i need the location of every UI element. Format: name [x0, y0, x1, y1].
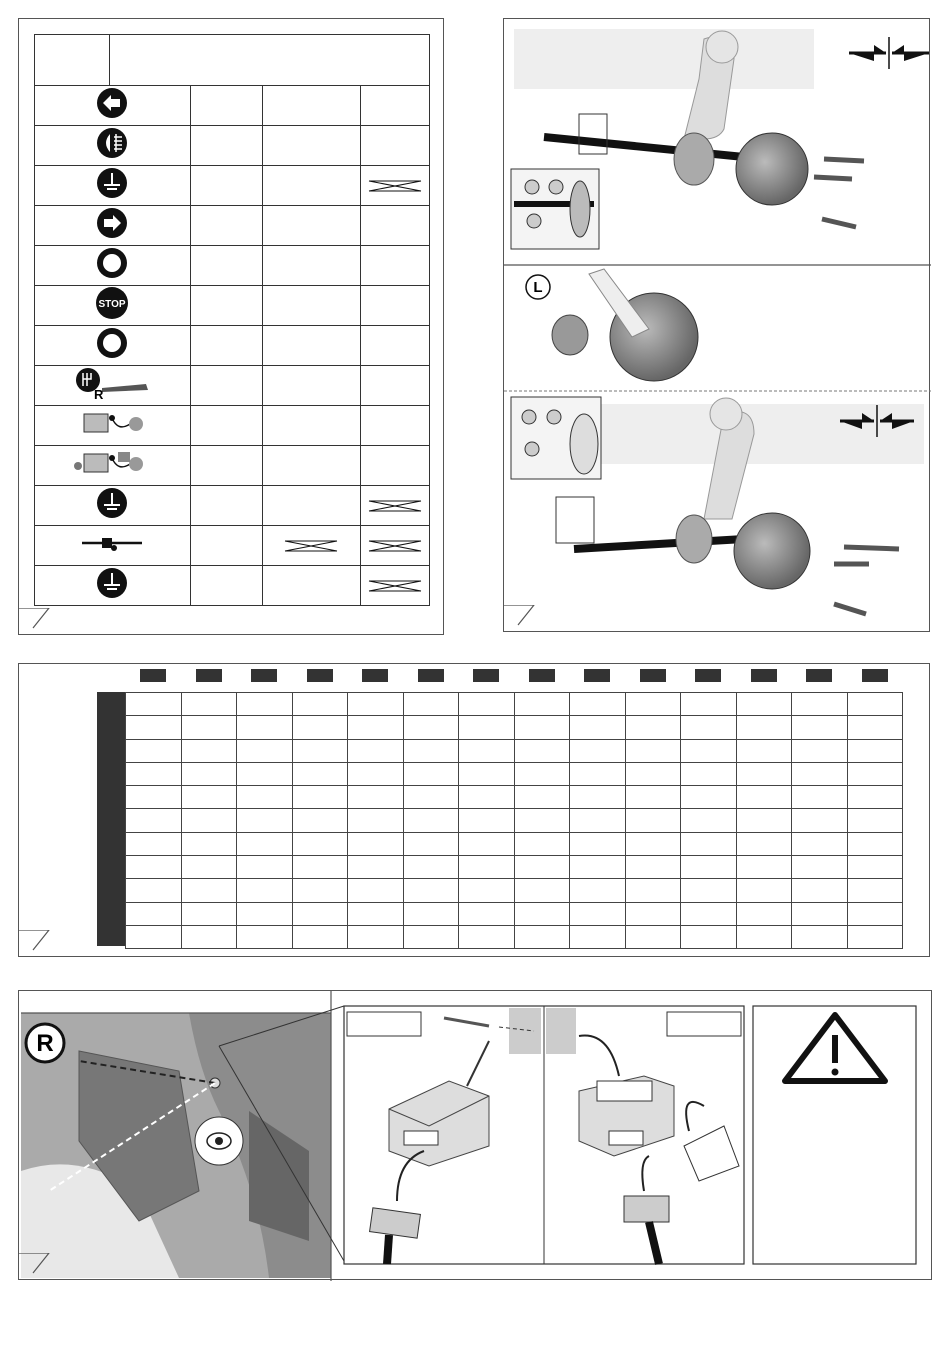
- grid-cell: [847, 693, 903, 716]
- grid-cell: [292, 809, 348, 832]
- grid-cell: [126, 879, 182, 902]
- table-row: [35, 166, 430, 206]
- table-header-row: [35, 35, 430, 86]
- table-cell: [361, 486, 430, 526]
- grid-cell: [459, 786, 515, 809]
- table-row: [35, 286, 430, 326]
- grid-cell: [736, 739, 792, 762]
- grid-cell: [237, 693, 293, 716]
- table-cell: [262, 406, 360, 446]
- grid-cell: [736, 693, 792, 716]
- grid-cell: [237, 856, 293, 879]
- step-label-l: L: [533, 279, 543, 296]
- table-cell: [361, 286, 430, 326]
- table-cell: [361, 406, 430, 446]
- grid-cell: [348, 716, 404, 739]
- grid-cell: [126, 786, 182, 809]
- grid-cell: [403, 832, 459, 855]
- grid-cell: [514, 809, 570, 832]
- reverse-light-icon: [72, 366, 152, 400]
- grid-cell: [681, 856, 737, 879]
- table-row: [35, 446, 430, 486]
- trailer-sensor-icon: [72, 526, 152, 560]
- grid-cell: [237, 762, 293, 785]
- grid-cell: [570, 786, 626, 809]
- table-cell: [190, 246, 262, 286]
- grid-cell: [847, 902, 903, 925]
- battery-permanent-plus-icon: [72, 406, 152, 440]
- page-corner: [19, 1253, 79, 1279]
- table-cell: [361, 326, 430, 366]
- mounting-panel: [503, 18, 930, 632]
- grid-cell: [237, 902, 293, 925]
- grid-cell: [625, 786, 681, 809]
- grid-cell: [847, 925, 903, 948]
- grid-cell: [292, 925, 348, 948]
- grid-cell: [292, 786, 348, 809]
- grid-cell: [514, 856, 570, 879]
- grid-cell: [847, 739, 903, 762]
- cross-mark: [367, 579, 423, 593]
- grid-cell: [792, 879, 848, 902]
- grid-cell: [126, 716, 182, 739]
- column-header-tab: [251, 669, 277, 682]
- table-cell: [262, 446, 360, 486]
- grid-cell: [681, 809, 737, 832]
- table-cell: [262, 286, 360, 326]
- table-cell: [262, 366, 360, 406]
- grid-cell: [570, 832, 626, 855]
- svg-text:R: R: [94, 387, 104, 400]
- grid-cell: [292, 739, 348, 762]
- column-header-tab: [307, 669, 333, 682]
- grid-cell: [181, 716, 237, 739]
- grid-cell: [514, 762, 570, 785]
- page-corner: [504, 605, 564, 631]
- tail-light-left-icon: [72, 246, 152, 280]
- table-cell: [190, 406, 262, 446]
- grid-cell: [459, 809, 515, 832]
- grid-cell: [625, 762, 681, 785]
- grid-row: [126, 809, 903, 832]
- grid-cell: [514, 902, 570, 925]
- grid-cell: [847, 856, 903, 879]
- grid-row: [126, 879, 903, 902]
- grid-cell: [736, 786, 792, 809]
- grid-cell: [292, 693, 348, 716]
- grid-cell: [681, 786, 737, 809]
- table-cell: [190, 486, 262, 526]
- grid-cell: [792, 762, 848, 785]
- grid-cell: [403, 856, 459, 879]
- table-cell: [262, 246, 360, 286]
- grid-cell: [514, 716, 570, 739]
- grid-row: [126, 856, 903, 879]
- grid-cell: [126, 925, 182, 948]
- tighten-icon: [849, 37, 929, 69]
- grid-cell: [181, 739, 237, 762]
- column-header-tab: [640, 669, 666, 682]
- grid-cell: [348, 739, 404, 762]
- table-row: [35, 366, 430, 406]
- grid-cell: [514, 832, 570, 855]
- grid-cell: [570, 809, 626, 832]
- grid-cell: [625, 902, 681, 925]
- grid-cell: [459, 716, 515, 739]
- grid-cell: [847, 762, 903, 785]
- grid-cell: [292, 716, 348, 739]
- grid-cell: [459, 693, 515, 716]
- table-cell: [361, 206, 430, 246]
- table-cell: [190, 86, 262, 126]
- table-cell: [262, 86, 360, 126]
- column-header-tab: [140, 669, 166, 682]
- cross-mark: [367, 539, 423, 553]
- grid-cell: [459, 739, 515, 762]
- grid-cell: [403, 879, 459, 902]
- grid-cell: [237, 739, 293, 762]
- grid-cell: [570, 716, 626, 739]
- table-cell: [262, 526, 360, 566]
- table-row: [35, 246, 430, 286]
- column-header-tab: [695, 669, 721, 682]
- grid-cell: [181, 762, 237, 785]
- table-row: [35, 526, 430, 566]
- grid-cell: [237, 925, 293, 948]
- grid-cell: [847, 786, 903, 809]
- grid-cell: [570, 739, 626, 762]
- table-cell: [190, 566, 262, 606]
- application-grid: [125, 692, 903, 949]
- column-header-tab: [529, 669, 555, 682]
- mounting-illustration: [504, 19, 931, 633]
- table-cell: [190, 446, 262, 486]
- grid-cell: [625, 739, 681, 762]
- grid-cell: [403, 739, 459, 762]
- column-header-tab: [806, 669, 832, 682]
- grid-cell: [681, 693, 737, 716]
- grid-cell: [126, 739, 182, 762]
- grid-cell: [181, 879, 237, 902]
- table-cell: [361, 126, 430, 166]
- grid-cell: [292, 879, 348, 902]
- grid-cell: [459, 856, 515, 879]
- grid-cell: [459, 832, 515, 855]
- grid-cell: [514, 786, 570, 809]
- grid-cell: [681, 832, 737, 855]
- column-header-tab: [473, 669, 499, 682]
- column-header-tab: [584, 669, 610, 682]
- table-cell: [190, 166, 262, 206]
- grid-cell: [514, 879, 570, 902]
- grid-cell: [792, 925, 848, 948]
- rear-fog-light-icon: [72, 126, 152, 160]
- grid-cell: [625, 809, 681, 832]
- grid-cell: [514, 739, 570, 762]
- table-cell: [262, 166, 360, 206]
- installation-panel: [18, 990, 932, 1280]
- grid-cell: [181, 856, 237, 879]
- grid-cell: [403, 693, 459, 716]
- grid-cell: [348, 693, 404, 716]
- grid-row: [126, 786, 903, 809]
- grid-cell: [736, 832, 792, 855]
- grid-row: [126, 693, 903, 716]
- grid-cell: [570, 693, 626, 716]
- grid-cell: [847, 832, 903, 855]
- grid-row: [126, 762, 903, 785]
- grid-cell: [625, 832, 681, 855]
- grid-cell: [348, 902, 404, 925]
- grid-cell: [736, 902, 792, 925]
- grid-cell: [459, 879, 515, 902]
- wiring-panel: [18, 18, 444, 635]
- grid-cell: [348, 786, 404, 809]
- wiring-table: [34, 34, 430, 606]
- grid-cell: [348, 809, 404, 832]
- grid-cell: [681, 716, 737, 739]
- grid-cell: [792, 693, 848, 716]
- column-header-tab: [196, 669, 222, 682]
- grid-cell: [792, 716, 848, 739]
- grid-cell: [792, 786, 848, 809]
- grid-cell: [625, 925, 681, 948]
- table-cell: [190, 366, 262, 406]
- table-cell: [190, 326, 262, 366]
- grid-row: [126, 739, 903, 762]
- grid-cell: [237, 786, 293, 809]
- grid-cell: [625, 856, 681, 879]
- grid-cell: [181, 693, 237, 716]
- grid-cell: [237, 716, 293, 739]
- table-row: [35, 326, 430, 366]
- grid-cell: [736, 716, 792, 739]
- svg-text:STOP: STOP: [98, 299, 126, 310]
- table-cell: [262, 326, 360, 366]
- grid-row: [126, 832, 903, 855]
- grid-cell: [292, 832, 348, 855]
- grid-cell: [736, 879, 792, 902]
- table-cell: [361, 246, 430, 286]
- grid-cell: [459, 902, 515, 925]
- grid-cell: [625, 879, 681, 902]
- grid-cell: [237, 809, 293, 832]
- table-row: [35, 206, 430, 246]
- grid-cell: [681, 762, 737, 785]
- grid-cell: [570, 879, 626, 902]
- table-cell: [262, 486, 360, 526]
- step-label-r: R: [36, 1030, 54, 1057]
- left-turn-indicator-icon: [72, 86, 152, 120]
- grid-cell: [847, 716, 903, 739]
- grid-cell: [681, 902, 737, 925]
- grid-cell: [126, 902, 182, 925]
- grid-cell: [681, 739, 737, 762]
- grid-row: [126, 925, 903, 948]
- table-cell: [361, 366, 430, 406]
- table-cell: [361, 166, 430, 206]
- ground-icon: [72, 566, 152, 600]
- grid-cell: [181, 925, 237, 948]
- cross-mark: [367, 179, 423, 193]
- grid-cell: [348, 925, 404, 948]
- grid-cell: [126, 856, 182, 879]
- grid-cell: [237, 879, 293, 902]
- grid-cell: [181, 902, 237, 925]
- grid-cell: [792, 739, 848, 762]
- column-header-tab: [862, 669, 888, 682]
- grid-panel: [18, 663, 930, 957]
- grid-cell: [348, 879, 404, 902]
- column-header-tab: [418, 669, 444, 682]
- table-cell: [262, 206, 360, 246]
- grid-cell: [736, 762, 792, 785]
- grid-cell: [292, 856, 348, 879]
- grid-cell: [292, 902, 348, 925]
- grid-cell: [181, 786, 237, 809]
- grid-cell: [736, 856, 792, 879]
- grid-cell: [736, 925, 792, 948]
- table-cell: [361, 86, 430, 126]
- table-row: [35, 86, 430, 126]
- grid-cell: [126, 762, 182, 785]
- grid-cell: [570, 925, 626, 948]
- grid-cell: [736, 809, 792, 832]
- grid-cell: [459, 762, 515, 785]
- table-row: [35, 126, 430, 166]
- row-header-bar: [97, 692, 125, 946]
- table-cell: [190, 206, 262, 246]
- grid-cell: [681, 925, 737, 948]
- grid-cell: [514, 693, 570, 716]
- grid-row: [126, 902, 903, 925]
- grid-cell: [348, 832, 404, 855]
- table-cell: [361, 566, 430, 606]
- grid-cell: [625, 716, 681, 739]
- installation-illustration: [19, 991, 933, 1281]
- grid-cell: [403, 925, 459, 948]
- grid-cell: [625, 693, 681, 716]
- page-corner: [19, 930, 79, 956]
- cross-mark: [283, 539, 339, 553]
- table-cell: [190, 126, 262, 166]
- grid-cell: [403, 762, 459, 785]
- battery-ignition-plus-icon: [72, 446, 152, 480]
- grid-cell: [181, 809, 237, 832]
- grid-cell: [570, 762, 626, 785]
- table-cell: [190, 526, 262, 566]
- grid-cell: [792, 902, 848, 925]
- grid-cell: [792, 856, 848, 879]
- grid-cell: [292, 762, 348, 785]
- table-row: [35, 406, 430, 446]
- page-corner: [19, 608, 79, 634]
- grid-cell: [348, 762, 404, 785]
- grid-cell: [126, 693, 182, 716]
- table-row: [35, 486, 430, 526]
- grid-cell: [403, 786, 459, 809]
- right-turn-indicator-icon: [72, 206, 152, 240]
- grid-cell: [792, 809, 848, 832]
- table-cell: [361, 526, 430, 566]
- grid-cell: [514, 925, 570, 948]
- table-row: [35, 566, 430, 606]
- grid-cell: [126, 809, 182, 832]
- tail-light-right-icon: [72, 326, 152, 360]
- grid-cell: [237, 832, 293, 855]
- grid-cell: [570, 902, 626, 925]
- grid-cell: [459, 925, 515, 948]
- grid-cell: [181, 832, 237, 855]
- stop-light-icon: [72, 286, 152, 320]
- grid-cell: [126, 832, 182, 855]
- grid-cell: [403, 716, 459, 739]
- table-cell: [262, 566, 360, 606]
- grid-cell: [681, 879, 737, 902]
- grid-cell: [847, 879, 903, 902]
- cross-mark: [367, 499, 423, 513]
- table-cell: [262, 126, 360, 166]
- ground-icon: [72, 166, 152, 200]
- grid-cell: [792, 832, 848, 855]
- ground-icon: [72, 486, 152, 520]
- table-cell: [190, 286, 262, 326]
- column-header-tab: [362, 669, 388, 682]
- grid-cell: [570, 856, 626, 879]
- column-header-tab: [751, 669, 777, 682]
- grid-cell: [348, 856, 404, 879]
- grid-cell: [403, 902, 459, 925]
- grid-cell: [403, 809, 459, 832]
- grid-row: [126, 716, 903, 739]
- grid-cell: [847, 809, 903, 832]
- table-cell: [361, 446, 430, 486]
